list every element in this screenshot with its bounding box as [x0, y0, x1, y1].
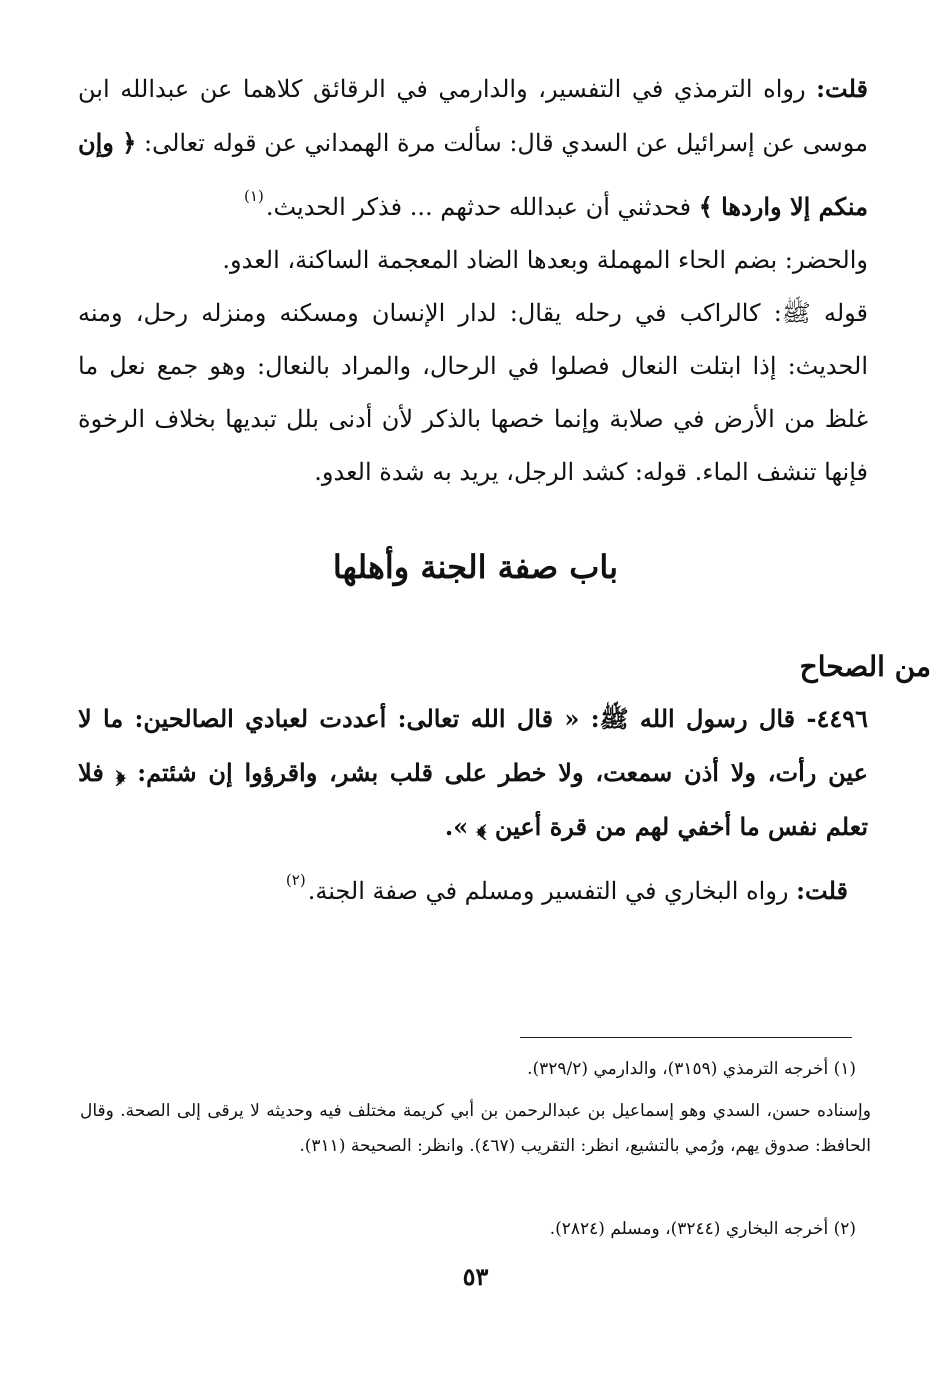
hadith-note-body: رواه البخاري في التفسير ومسلم في صفة الجنة.: [307, 877, 789, 905]
qult-label: قلت:: [816, 74, 868, 103]
hadith-block: [78, 692, 868, 918]
paragraph-hadr: والحضر: بضم الحاء المهملة وبعدها الضاد المعجمة الساكنة، العدو.: [222, 246, 868, 274]
footnote-1: (١) أخرجه الترمذي (٣١٥٩)، والدارمي (٣٢٩/٢).: [527, 1059, 856, 1079]
hadith-note: [78, 854, 848, 918]
paragraph-qult-1: [78, 62, 868, 234]
chapter-title: باب صفة الجنة وأهلها: [332, 548, 619, 586]
quran-quote: ﴿ وإن منكم إلا واردها ﴾: [78, 128, 868, 221]
footnote-ref-1: (١): [244, 187, 264, 205]
qult-label: قلت:: [796, 876, 848, 905]
paragraph-body: رواه الترمذي في التفسير، والدارمي في الرقائق كلاهما عن عبدالله ابن موسى عن إسرائيل عن السدي قال: سألت مرة الهمداني عن قوله تعالى:: [78, 75, 868, 157]
hadith-text: ٤٤٩٦- قال رسول الله ﷺ: « قال الله تعالى: أعددت لعبادي الصالحين: ما لا عين رأت، ولا أذن سمعت، ولا خطر على قلب بشر، واقرؤوا إن شئتم: ﴿ فلا تعلم نفس ما أخفي لهم من قرة أعين ﴾ ».: [78, 704, 868, 841]
footnote-2: (٢) أخرجه البخاري (٣٢٤٤)، ومسلم (٢٨٢٤).: [549, 1219, 856, 1239]
section-title: من الصحاح: [799, 650, 931, 683]
paragraph-tail: فحدثني أن عبدالله حدثهم ... فذكر الحديث.: [265, 193, 692, 221]
footnote-ref-2: (٢): [285, 871, 306, 889]
main-text: [78, 62, 868, 499]
page-number: ٥٣: [462, 1262, 489, 1291]
footnote-divider: [520, 1037, 852, 1038]
paragraph-rakib: قوله ﷺ: كالراكب في رحله يقال: لدار الإنسان ومسكنه ومنزله رحل، ومنه الحديث: إذا ابتلت النعال فصلوا في الرحال، والمراد بالنعال: وهو جمع نعل ما غلظ من الأرض في صلابة وإنما خصها بالذكر لأن أدنى بلل تبديها بخلاف الرخوة فإنها تنشف الماء. قوله: كشد الرجل، يريد به شدة العدو.: [78, 299, 868, 486]
footnote-1-continued: وإسناده حسن، السدي وهو إسماعيل بن عبدالرحمن بن أبي كريمة مختلف فيه وحديثه لا يرقى إلى الصحة. وقال الحافظ: صدوق يهم، ورُمي بالتشيع، انظر: التقريب (٤٦٧). وانظر: الصحيحة (٣١١).: [80, 1101, 871, 1156]
